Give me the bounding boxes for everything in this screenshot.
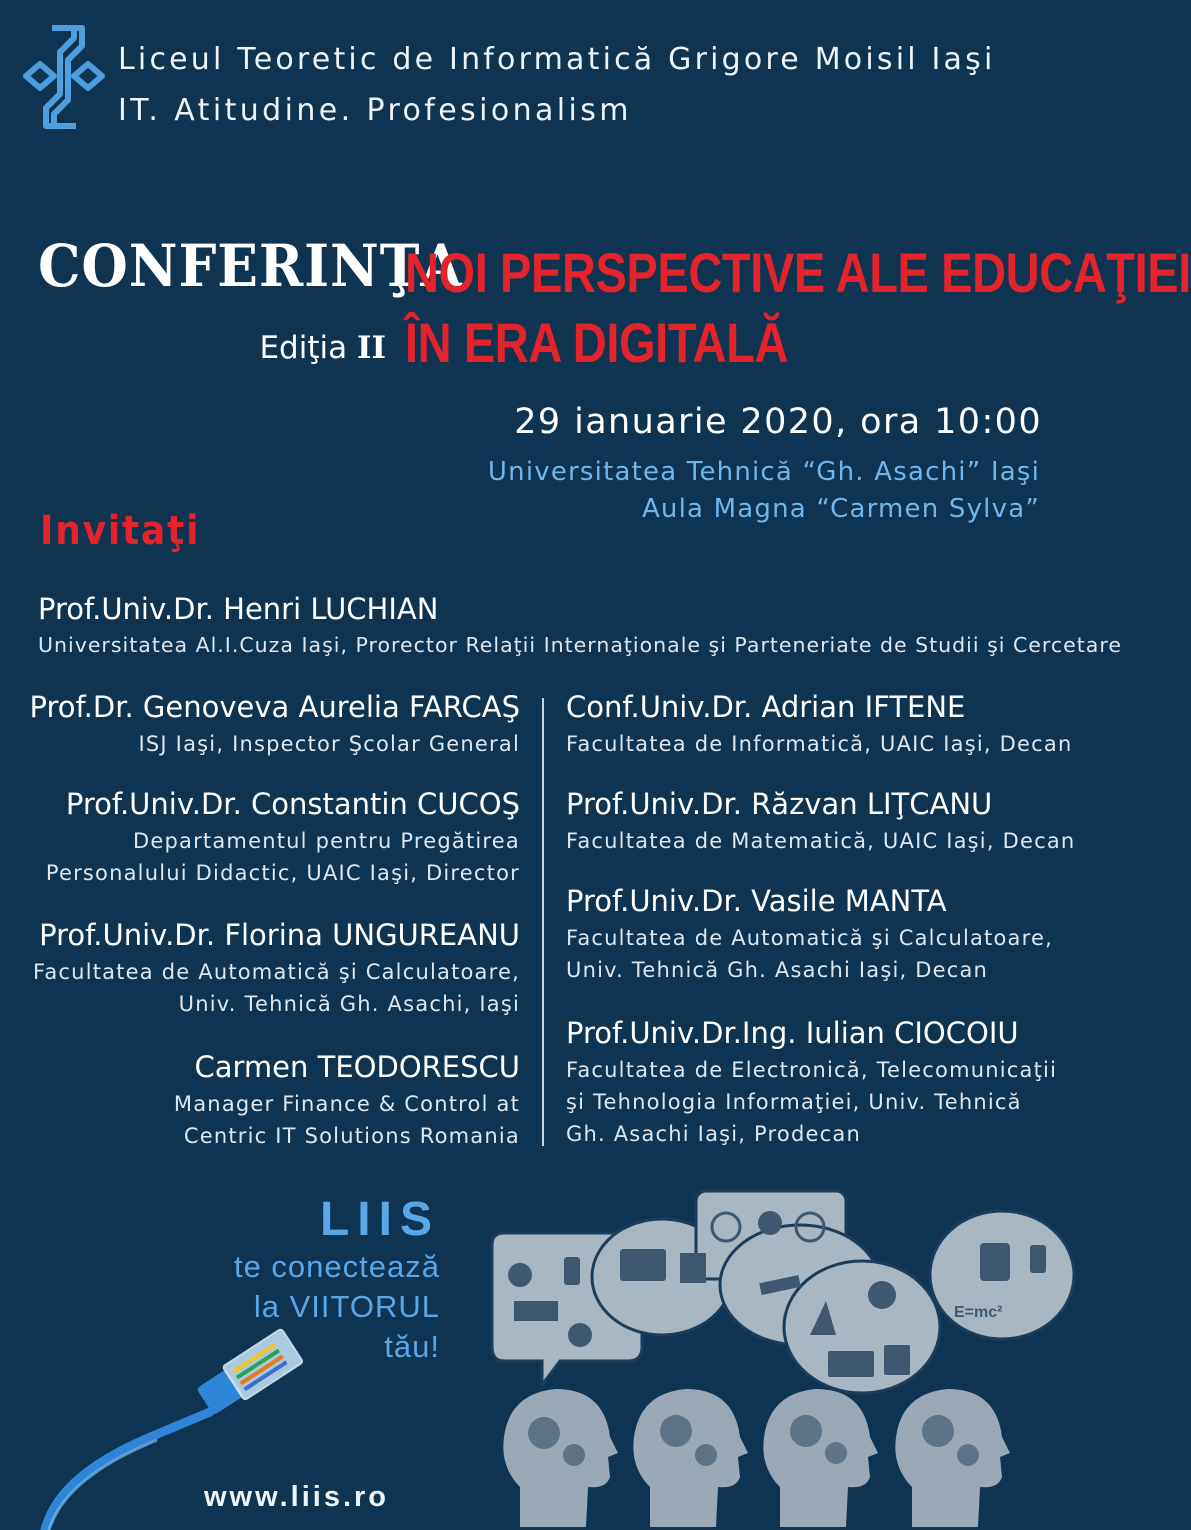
column-divider [542,698,544,1146]
slogan-line: tău! [384,1329,440,1364]
monitor-icon [620,1249,666,1281]
guest-entry [566,884,1053,986]
conference-title-line2: ÎN ERA DIGITALĂ [405,311,789,374]
guest-affiliation: Facultatea de Informatică, UAIC Iaşi, Decan [566,732,1073,756]
guest-name: Prof.Univ.Dr. Constantin CUCOŞ [65,787,520,821]
website-link[interactable]: www.liis.ro [204,1481,390,1513]
laptop-icon [828,1351,874,1377]
guest-affiliation: Departamentul pentru Pregătirea [133,829,520,853]
guest-name: Carmen TEODORESCU [194,1050,520,1084]
slogan-line: la VIITORUL [253,1289,440,1324]
guest-entry [566,690,1072,760]
phone-icon [1030,1245,1046,1273]
keynote-name: Prof.Univ.Dr. Henri LUCHIAN [38,592,439,626]
keynote-affiliation: Universitatea Al.I.Cuza Iaşi, Prorector Relaţii Internaţionale şi Parteneriate de Studii şi Cercetare [38,633,1122,657]
head-silhouette-icon [763,1389,878,1527]
head-silhouette-icon [503,1389,618,1527]
edition-number: II [356,330,386,366]
guest-name: Prof.Univ.Dr.Ing. Iulian CIOCOIU [566,1016,1019,1050]
guest-entry [30,690,520,760]
guest-entry [174,1050,520,1152]
sun-icon [508,1263,532,1287]
school-motto: IT. Atitudine. Profesionalism [118,93,632,128]
school-logo-icon [22,22,106,130]
guest-entry [566,787,1075,857]
guest-affiliation: Gh. Asachi Iaşi, Prodecan [566,1122,861,1146]
guest-name: Prof.Dr. Genoveva Aurelia FARCAŞ [29,690,520,724]
head-silhouette-icon [895,1389,1010,1527]
liis-brand: LIIS [319,1193,440,1246]
guest-affiliation: şi Tehnologia Informaţiei, Univ. Tehnică [566,1090,1022,1114]
phone-icon [564,1257,580,1285]
flask-icon [568,1323,592,1347]
gear-icon [563,1444,585,1466]
guests-heading: Invitaţi [40,508,201,554]
guest-name: Prof.Univ.Dr. Vasile MANTA [566,884,947,918]
gear-icon [695,1444,717,1466]
gear-icon [660,1415,692,1447]
guest-affiliation: Facultatea de Electronică, Telecomunicaţii [566,1058,1058,1082]
conference-label: CONFERINŢA [38,232,463,300]
gear-icon [922,1415,954,1447]
guest-affiliation: ISJ Iaşi, Inspector Şcolar General [138,732,520,756]
edition-prefix: Ediţia [259,330,348,366]
gear-icon [957,1444,979,1466]
guest-name: Conf.Univ.Dr. Adrian IFTENE [566,690,966,724]
robot-icon [980,1243,1010,1281]
guest-affiliation: Centric IT Solutions Romania [183,1124,520,1148]
gear-icon [825,1442,847,1464]
conference-title-line1: NOI PERSPECTIVE ALE EDUCAŢIEI [405,241,1191,304]
event-date: 29 ianuarie 2020, ora 10:00 [514,402,1042,442]
guest-name: Prof.Univ.Dr. Florina UNGUREANU [39,918,520,952]
school-name: Liceul Teoretic de Informatică Grigore Moisil Iaşi [118,42,996,77]
guest-entry [46,787,520,889]
guest-entry [33,918,520,1020]
guest-affiliation: Manager Finance & Control at [173,1092,520,1116]
guest-affiliation: Univ. Tehnică Gh. Asachi, Iaşi [178,992,520,1016]
guest-affiliation: Univ. Tehnică Gh. Asachi Iaşi, Decan [566,958,989,982]
guest-affiliation: Facultatea de Automatică şi Calculatoare, [33,960,520,984]
gear-icon [790,1415,822,1447]
gear-icon [868,1281,896,1309]
edition-label [259,330,386,366]
formula-label: E=mc² [954,1304,1003,1321]
guest-affiliation: Facultatea de Matematică, UAIC Iaşi, Decan [566,829,1076,853]
calculator-icon [884,1345,910,1375]
venue-line1: Universitatea Tehnică “Gh. Asachi” Iaşi [487,457,1040,487]
guest-entry [566,1016,1057,1150]
guest-affiliation: Facultatea de Automatică şi Calculatoare, [566,926,1053,950]
test-tubes-icon [680,1253,706,1283]
gear-icon [528,1417,560,1449]
head-silhouette-icon [633,1389,748,1527]
guest-affiliation: Personalului Didactic, UAIC Iaşi, Director [45,861,520,885]
education-illustration [480,1185,1080,1527]
guest-name: Prof.Univ.Dr. Răzvan LIŢCANU [566,787,993,821]
slogan-line: te conectează [233,1249,440,1284]
solar-panel-icon [514,1301,558,1321]
person-icon [758,1211,782,1235]
venue-line2: Aula Magna “Carmen Sylva” [641,494,1040,524]
